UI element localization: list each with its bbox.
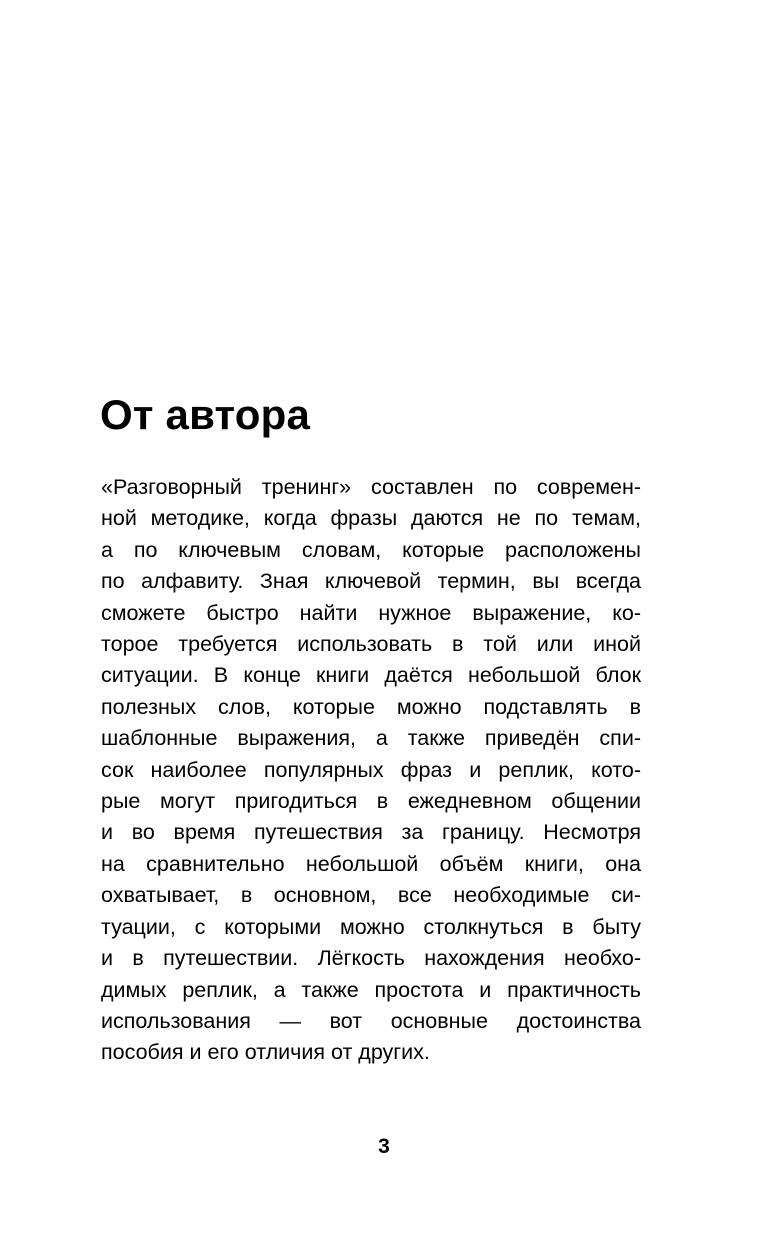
body-paragraph xyxy=(101,472,641,1069)
paragraph-line: а по ключевым словам, которые расположены xyxy=(101,537,641,562)
paragraph-line: ситуации. В конце книги даётся небольшой блок xyxy=(101,663,641,688)
paragraph-line: сок наиболее популярных фраз и реплик, кото- xyxy=(101,757,641,782)
paragraph-line: сможете быстро найти нужное выражение, ко- xyxy=(101,600,641,625)
paragraph-line: и во время путешествия за границу. Несмотря xyxy=(101,820,641,845)
paragraph-line: пособия и его отличия от других. xyxy=(101,1040,430,1065)
paragraph-line: шаблонные выражения, а также приведён спи- xyxy=(101,726,641,751)
paragraph-line: и в путешествии. Лёгкость нахождения необхо- xyxy=(101,946,641,971)
paragraph-line: использования — вот основные достоинства xyxy=(101,1008,641,1033)
paragraph-line: торое требуется использовать в той или иной xyxy=(101,632,641,657)
paragraph-line: на сравнительно небольшой объём книги, она xyxy=(101,851,641,876)
paragraph-line: полезных слов, которые можно подставлять в xyxy=(101,694,641,719)
page-number: 3 xyxy=(378,1135,390,1158)
paragraph-line: «Разговорный тренинг» составлен по современ- xyxy=(101,475,641,499)
paragraph-line: димых реплик, а также простота и практичность xyxy=(101,977,641,1002)
paragraph-line: охватывает, в основном, все необходимые си- xyxy=(101,883,641,908)
paragraph-line: ной методике, когда фразы даются не по темам, xyxy=(101,506,641,531)
paragraph-line: туации, с которыми можно столкнуться в быту xyxy=(101,914,641,939)
paragraph-line: рые могут пригодиться в ежедневном общении xyxy=(101,789,641,814)
chapter-heading: От автора xyxy=(100,391,311,438)
paragraph-line: по алфавиту. Зная ключевой термин, вы всегда xyxy=(101,569,641,594)
